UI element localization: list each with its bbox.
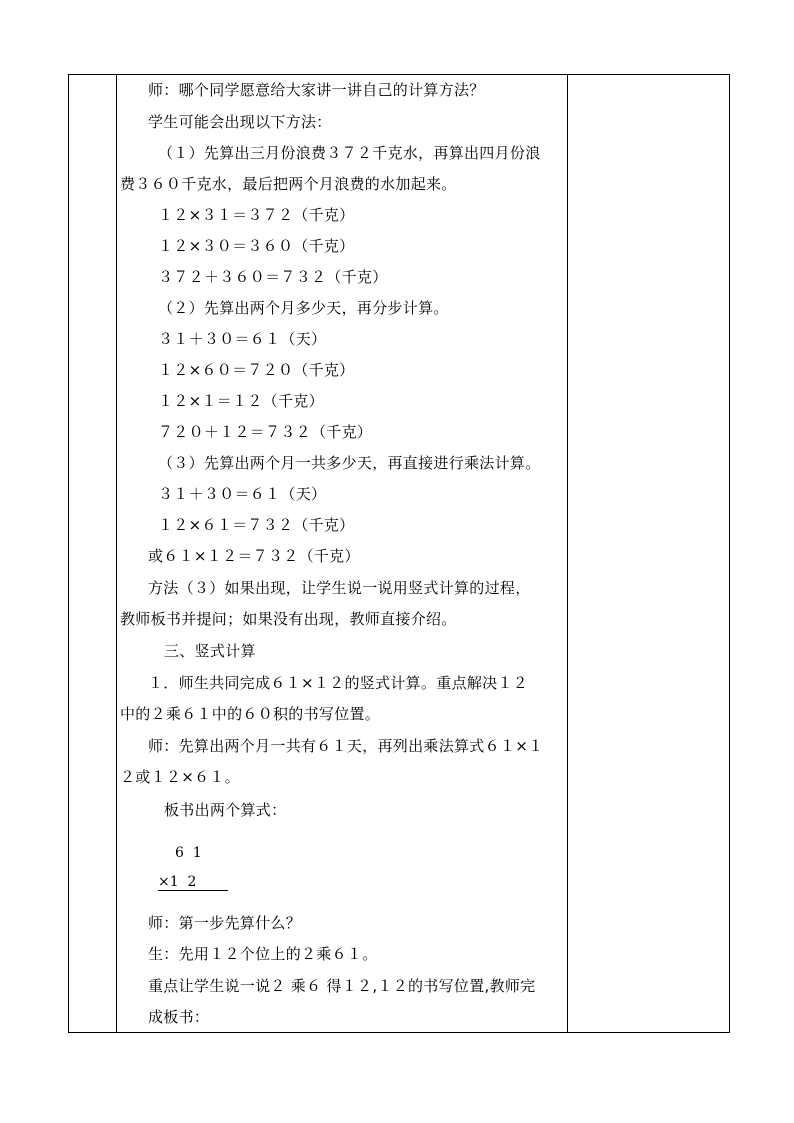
text-line: 或６１×１２＝７３２（千克） [148,547,360,565]
text-line: １２×３１＝３７２（千克） [158,206,355,224]
text-line: １２×６１＝７３２（千克） [158,516,355,534]
text-line: 学生可能会出现以下方法： [148,113,332,131]
table-top-border [68,74,730,75]
text-line: 师：哪个同学愿意给大家讲一讲自己的计算方法？ [148,81,485,99]
text-line: 板书出两个算式： [164,801,287,819]
column-divider-2 [567,74,568,1033]
text-line: １２×６０＝７２０（千克） [158,361,355,379]
column-divider-1 [116,74,117,1033]
section-heading: 三、竖式计算 [164,642,256,660]
text-line: 重点让学生说一说２ 乘６ 得１２,１２的书写位置,教师完 [148,977,536,995]
text-line: 费３６０千克水，最后把两个月浪费的水加起来。 [120,175,457,193]
text-line: （３）先算出两个月一共多少天，再直接进行乘法计算。 [158,454,541,472]
text-line: ３７２＋３６０＝７３２（千克） [158,268,388,286]
vertical-multiplication-bottom: ×1 2 [158,874,197,890]
text-line: 中的２乘６１中的６０积的书写位置。 [120,705,381,723]
text-line: ２或１２×６１。 [120,768,240,786]
text-line: １２×３０＝３６０（千克） [158,237,355,255]
text-line: １．师生共同完成６１×１２的竖式计算。重点解决１２ [148,674,529,692]
table-left-border [68,74,69,1033]
text-line: １２×１＝１２（千克） [158,392,324,410]
vertical-multiplication-underline [158,890,228,891]
text-line: 教师板书并提问；如果没有出现，教师直接介绍。 [120,610,457,628]
text-line: （２）先算出两个月多少天，再分步计算。 [158,299,449,317]
text-line: （１）先算出三月份浪费３７２千克水，再算出四月份浪 [158,144,541,162]
vertical-multiplication-top: 6 1 [175,845,202,861]
text-line: ７２０＋１２＝７３２（千克） [158,423,373,441]
table-right-border [729,74,730,1033]
text-line: 方法（３）如果出现，让学生说一说用竖式计算的过程， [148,579,531,597]
text-line: 生：先用１２个位上的２乘６１。 [148,945,378,963]
text-line: 成板书： [148,1008,210,1026]
text-line: 师：第一步先算什么？ [148,914,302,932]
text-line: ３１＋３０＝６１（天） [158,330,327,348]
table-bottom-border [68,1032,730,1033]
text-line: ３１＋３０＝６１（天） [158,485,327,503]
text-line: 师：先算出两个月一共有６１天，再列出乘法算式６１×１ [148,737,544,755]
